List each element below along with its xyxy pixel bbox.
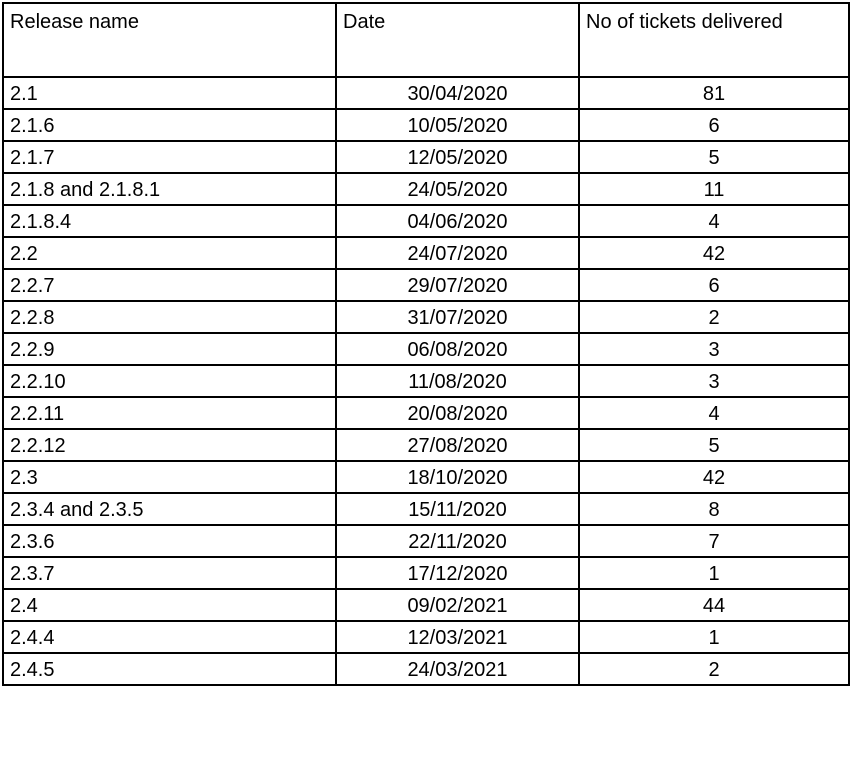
table-row (3, 493, 849, 525)
table-row (3, 621, 849, 653)
date-cell: 31/07/2020 (336, 301, 579, 333)
date-cell: 22/11/2020 (336, 525, 579, 557)
table-row (3, 525, 849, 557)
date-cell: 17/12/2020 (336, 557, 579, 589)
table-row (3, 365, 849, 397)
date-cell: 18/10/2020 (336, 461, 579, 493)
date-cell: 24/05/2020 (336, 173, 579, 205)
tickets-cell: 5 (579, 429, 849, 461)
date-cell: 09/02/2021 (336, 589, 579, 621)
table-row (3, 173, 849, 205)
table-row (3, 77, 849, 109)
table-row (3, 269, 849, 301)
release-name-cell: 2.2 (3, 237, 336, 269)
release-name-cell: 2.4.5 (3, 653, 336, 685)
tickets-cell: 6 (579, 269, 849, 301)
table-row (3, 141, 849, 173)
release-name-cell: 2.2.12 (3, 429, 336, 461)
release-name-cell: 2.2.9 (3, 333, 336, 365)
header-date: Date (336, 3, 579, 77)
date-cell: 20/08/2020 (336, 397, 579, 429)
date-cell: 15/11/2020 (336, 493, 579, 525)
tickets-cell: 44 (579, 589, 849, 621)
tickets-cell: 11 (579, 173, 849, 205)
release-name-cell: 2.2.7 (3, 269, 336, 301)
date-cell: 12/03/2021 (336, 621, 579, 653)
table-row (3, 589, 849, 621)
table-row (3, 461, 849, 493)
tickets-cell: 7 (579, 525, 849, 557)
tickets-cell: 6 (579, 109, 849, 141)
table-row (3, 653, 849, 685)
release-name-cell: 2.3 (3, 461, 336, 493)
tickets-cell: 3 (579, 365, 849, 397)
date-cell: 24/03/2021 (336, 653, 579, 685)
release-name-cell: 2.1.7 (3, 141, 336, 173)
header-row (3, 3, 849, 77)
header-tickets-delivered: No of tickets delivered (579, 3, 849, 77)
release-name-cell: 2.2.11 (3, 397, 336, 429)
tickets-cell: 4 (579, 397, 849, 429)
tickets-cell: 42 (579, 461, 849, 493)
date-cell: 04/06/2020 (336, 205, 579, 237)
date-cell: 11/08/2020 (336, 365, 579, 397)
tickets-cell: 81 (579, 77, 849, 109)
date-cell: 24/07/2020 (336, 237, 579, 269)
date-cell: 29/07/2020 (336, 269, 579, 301)
release-name-cell: 2.1 (3, 77, 336, 109)
release-name-cell: 2.3.7 (3, 557, 336, 589)
release-name-cell: 2.2.10 (3, 365, 336, 397)
table-body (3, 77, 849, 685)
tickets-cell: 5 (579, 141, 849, 173)
release-name-cell: 2.2.8 (3, 301, 336, 333)
table-row (3, 301, 849, 333)
tickets-cell: 4 (579, 205, 849, 237)
release-name-cell: 2.1.8 and 2.1.8.1 (3, 173, 336, 205)
date-cell: 06/08/2020 (336, 333, 579, 365)
tickets-cell: 8 (579, 493, 849, 525)
table-row (3, 429, 849, 461)
date-cell: 30/04/2020 (336, 77, 579, 109)
tickets-cell: 42 (579, 237, 849, 269)
tickets-cell: 2 (579, 653, 849, 685)
table-row (3, 397, 849, 429)
table-row (3, 237, 849, 269)
release-name-cell: 2.4.4 (3, 621, 336, 653)
date-cell: 27/08/2020 (336, 429, 579, 461)
table-row (3, 333, 849, 365)
date-cell: 10/05/2020 (336, 109, 579, 141)
table-row (3, 205, 849, 237)
date-cell: 12/05/2020 (336, 141, 579, 173)
release-table (2, 2, 850, 686)
release-name-cell: 2.3.4 and 2.3.5 (3, 493, 336, 525)
table-row (3, 109, 849, 141)
tickets-cell: 3 (579, 333, 849, 365)
tickets-cell: 1 (579, 621, 849, 653)
tickets-cell: 2 (579, 301, 849, 333)
table-row (3, 557, 849, 589)
release-name-cell: 2.1.8.4 (3, 205, 336, 237)
header-release-name: Release name (3, 3, 336, 77)
release-name-cell: 2.4 (3, 589, 336, 621)
tickets-cell: 1 (579, 557, 849, 589)
release-name-cell: 2.3.6 (3, 525, 336, 557)
release-name-cell: 2.1.6 (3, 109, 336, 141)
